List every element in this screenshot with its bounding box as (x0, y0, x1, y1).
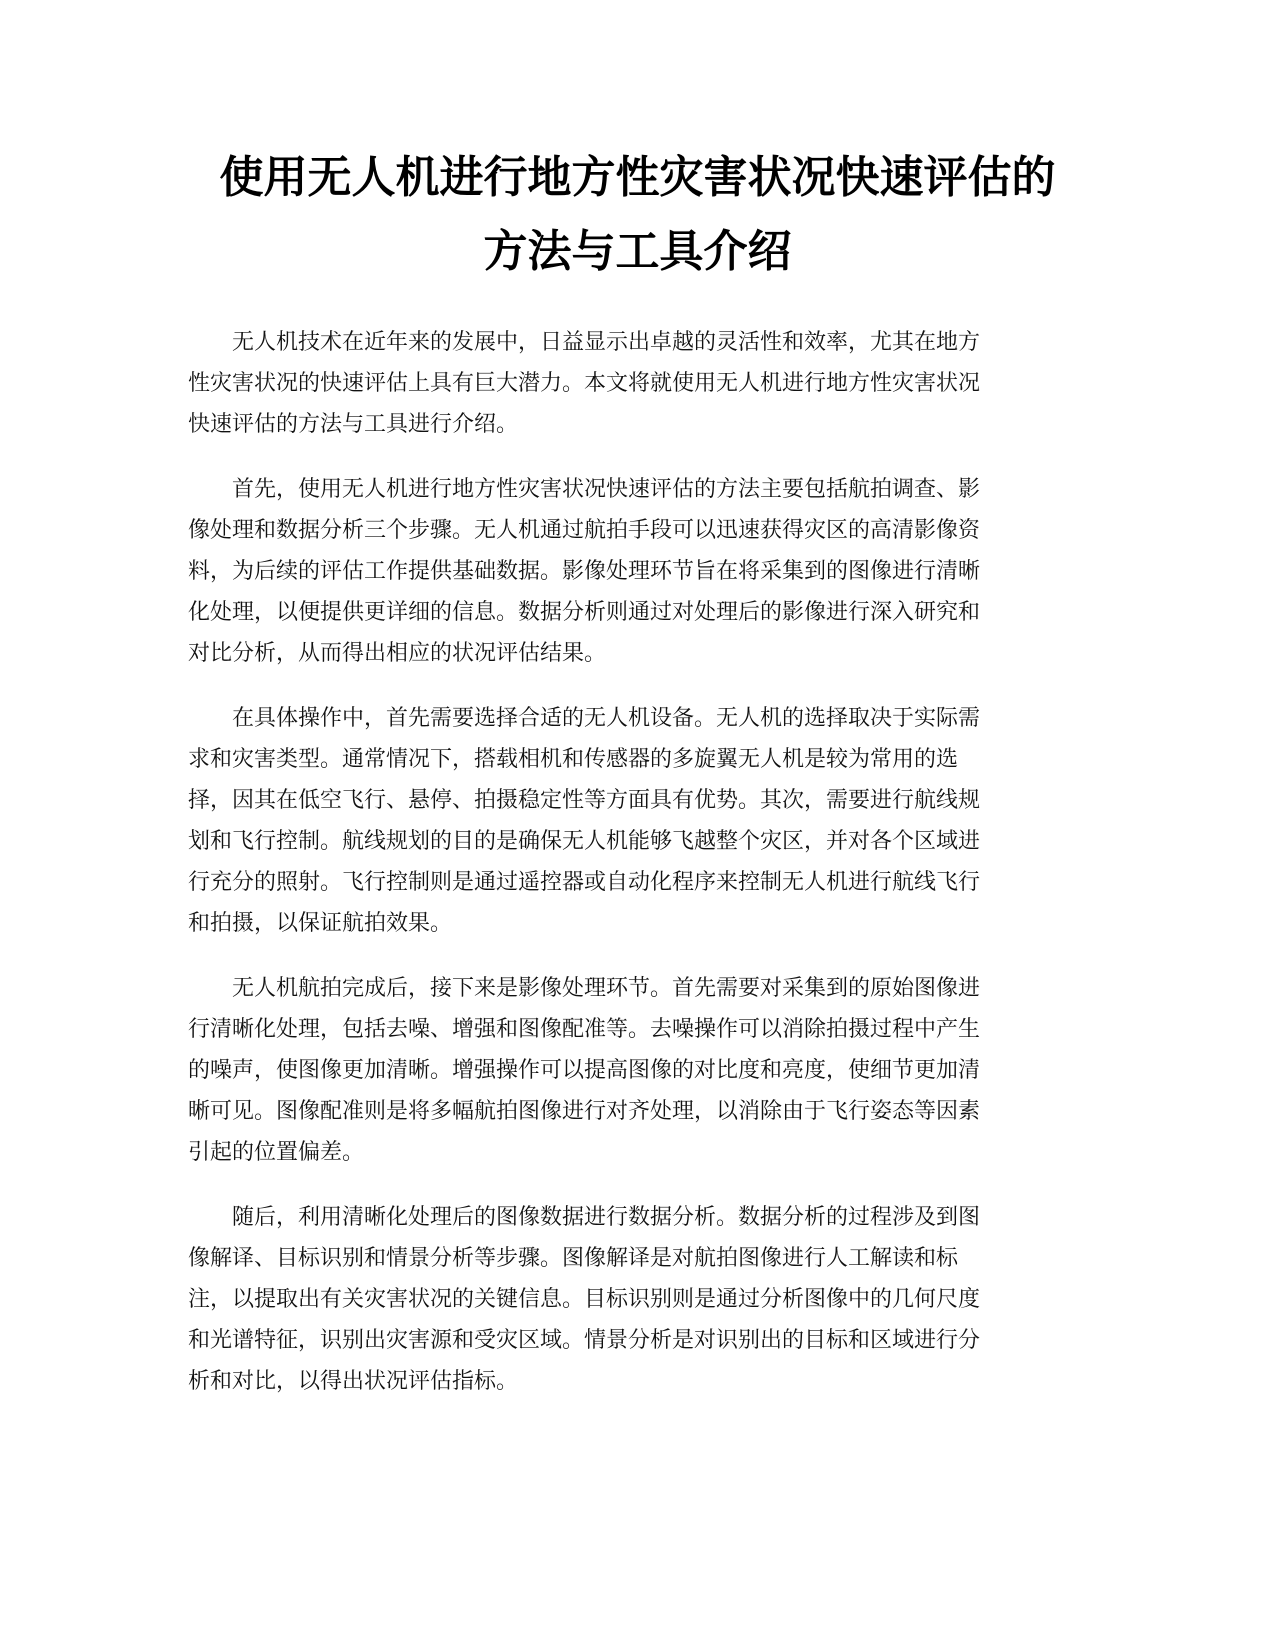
paragraph-intro (188, 322, 1088, 445)
paragraph-line: 无人机技术在近年来的发展中，日益显示出卓越的灵活性和效率，尤其在地方 (232, 330, 981, 355)
paragraph-line: 像处理和数据分析三个步骤。无人机通过航拍手段可以迅速获得灾区的高清影像资 (188, 518, 981, 543)
paragraph-line: 划和飞行控制。航线规划的目的是确保无人机能够飞越整个灾区，并对各个区域进 (188, 829, 981, 854)
document-title-line-2: 方法与工具介绍 (483, 226, 792, 277)
paragraph-line: 行清晰化处理，包括去噪、增强和图像配准等。去噪操作可以消除拍摄过程中产生 (188, 1017, 981, 1042)
paragraph-line: 晰可见。图像配准则是将多幅航拍图像进行对齐处理，以消除由于飞行姿态等因素 (188, 1099, 981, 1124)
paragraph-line: 对比分析，从而得出相应的状况评估结果。 (188, 641, 607, 666)
paragraph-line: 性灾害状况的快速评估上具有巨大潜力。本文将就使用无人机进行地方性灾害状况 (188, 371, 981, 396)
paragraph-line: 首先，使用无人机进行地方性灾害状况快速评估的方法主要包括航拍调查、影 (232, 477, 981, 502)
paragraph-line: 求和灾害类型。通常情况下，搭载相机和传感器的多旋翼无人机是较为常用的选 (188, 747, 959, 772)
paragraph-line: 化处理，以便提供更详细的信息。数据分析则通过对处理后的影像进行深入研究和 (188, 600, 981, 625)
document-title-line-1: 使用无人机进行地方性灾害状况快速评估的 (219, 152, 1056, 203)
paragraph-line: 快速评估的方法与工具进行介绍。 (188, 412, 519, 437)
paragraph-method-overview (188, 469, 1088, 674)
paragraph-line: 引起的位置偏差。 (188, 1140, 365, 1165)
paragraph-data-analysis (188, 1197, 1088, 1402)
paragraph-line: 的噪声，使图像更加清晰。增强操作可以提高图像的对比度和亮度，使细节更加清 (188, 1058, 981, 1083)
paragraph-line: 析和对比，以得出状况评估指标。 (188, 1369, 519, 1394)
paragraph-line: 注，以提取出有关灾害状况的关键信息。目标识别则是通过分析图像中的几何尺度 (188, 1287, 981, 1312)
paragraph-line: 无人机航拍完成后，接下来是影像处理环节。首先需要对采集到的原始图像进 (232, 976, 981, 1001)
paragraph-line: 随后，利用清晰化处理后的图像数据进行数据分析。数据分析的过程涉及到图 (232, 1205, 981, 1230)
paragraph-line: 和拍摄，以保证航拍效果。 (188, 911, 453, 936)
paragraph-line: 料，为后续的评估工作提供基础数据。影像处理环节旨在将采集到的图像进行清晰 (188, 559, 981, 584)
paragraph-image-processing (188, 968, 1088, 1173)
document-body (188, 322, 1088, 1426)
paragraph-line: 在具体操作中，首先需要选择合适的无人机设备。无人机的选择取决于实际需 (232, 706, 981, 731)
paragraph-line: 和光谱特征，识别出灾害源和受灾区域。情景分析是对识别出的目标和区域进行分 (188, 1328, 981, 1353)
paragraph-operation (188, 698, 1088, 944)
paragraph-line: 行充分的照射。飞行控制则是通过遥控器或自动化程序来控制无人机进行航线飞行 (188, 870, 981, 895)
paragraph-line: 像解译、目标识别和情景分析等步骤。图像解译是对航拍图像进行人工解读和标 (188, 1246, 959, 1271)
paragraph-line: 择，因其在低空飞行、悬停、拍摄稳定性等方面具有优势。其次，需要进行航线规 (188, 788, 981, 813)
